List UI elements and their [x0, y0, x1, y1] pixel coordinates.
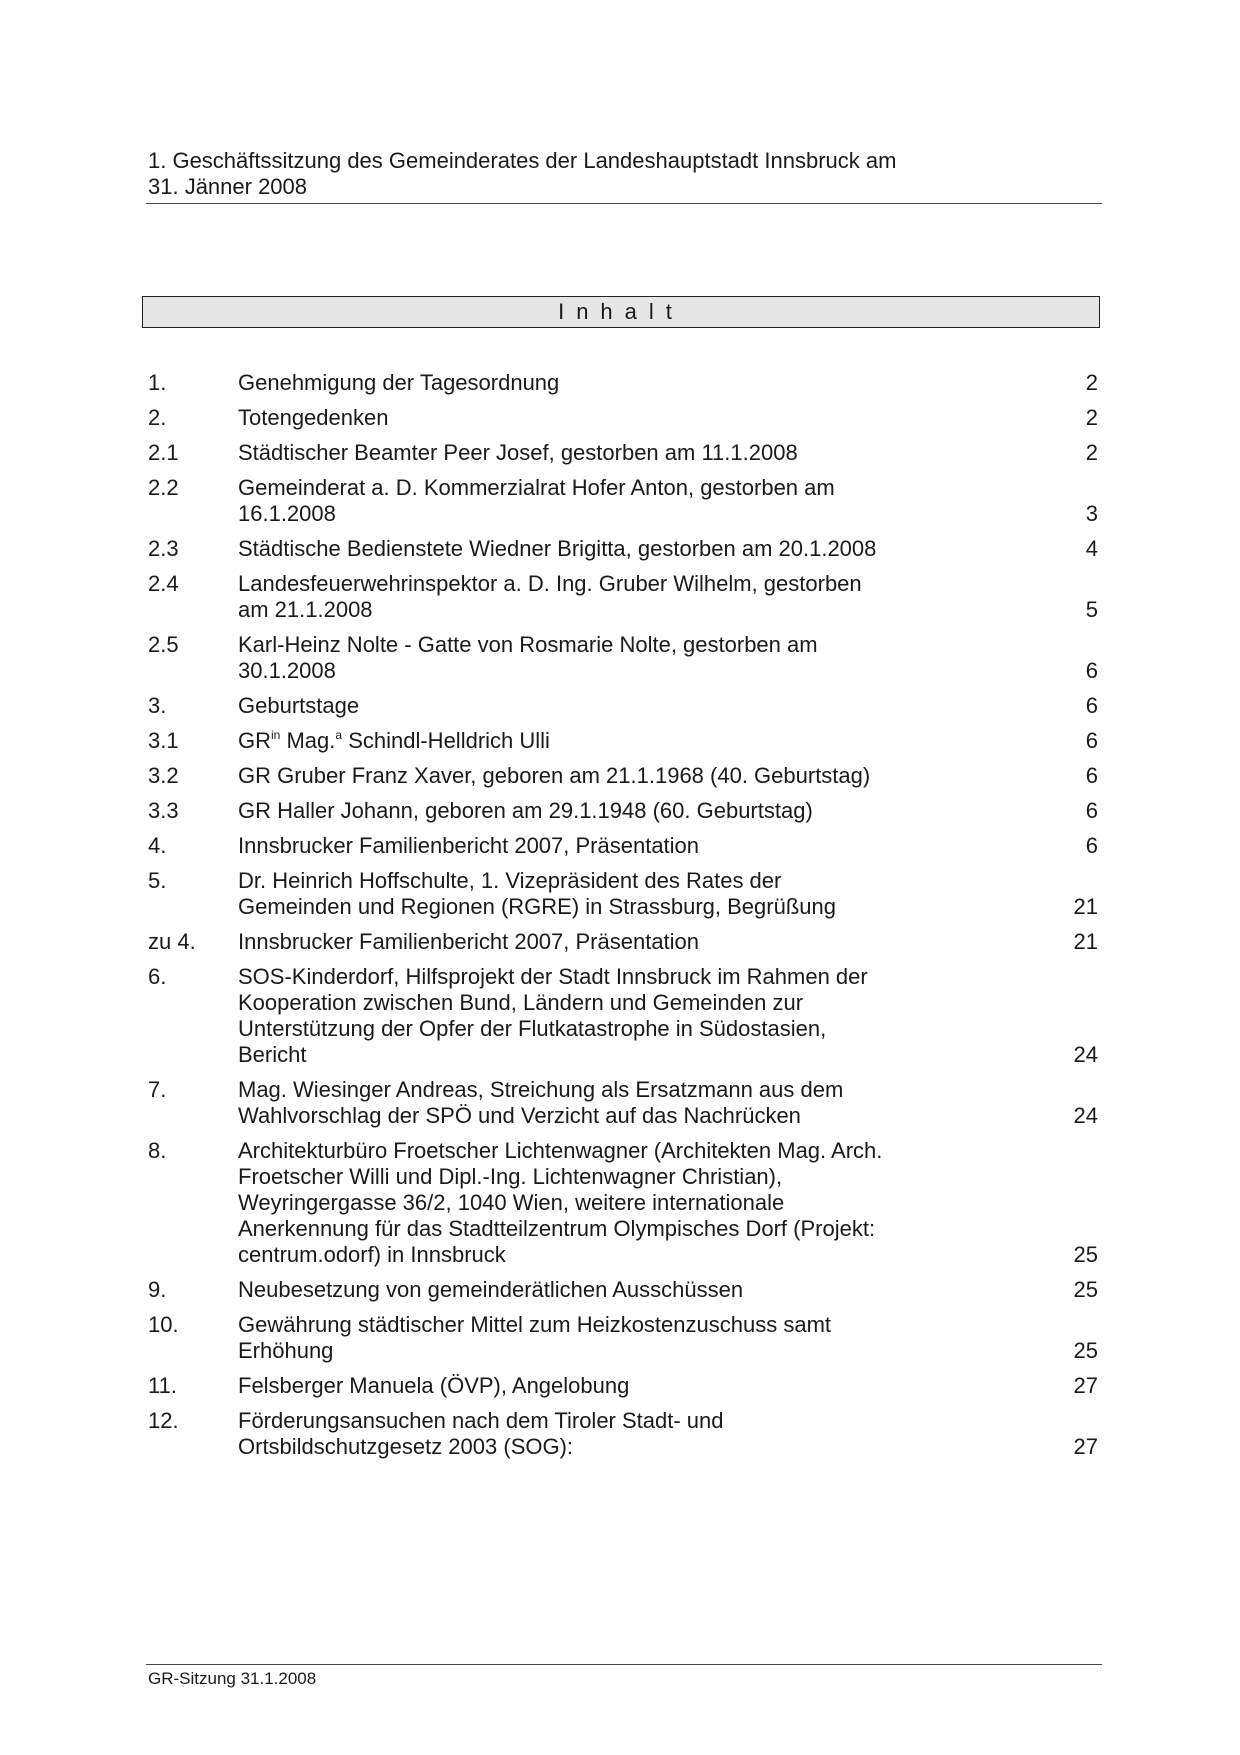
- title-gr-superscript: in: [271, 728, 281, 742]
- toc-entry-number: 3.3: [148, 798, 179, 823]
- toc-entry-number: zu 4.: [148, 929, 196, 954]
- toc-entry-page: 25: [1073, 1338, 1098, 1363]
- toc-entry-page: 6: [1085, 728, 1098, 753]
- title-mag: Mag.: [286, 728, 336, 753]
- toc-entry-number: 2.1: [148, 440, 179, 465]
- toc-entry-title-line: Froetscher Willi und Dipl.-Ing. Lichtenwagner Christian),: [238, 1164, 783, 1189]
- toc-entry[interactable]: [148, 370, 1098, 396]
- toc-entry-title-line: 30.1.2008: [238, 658, 336, 683]
- toc-entry-title-line: Mag. Wiesinger Andreas, Streichung als Ersatzmann aus dem: [238, 1077, 844, 1102]
- toc-entry-page: 5: [1085, 597, 1098, 622]
- toc-entry-page: 27: [1073, 1434, 1098, 1459]
- toc-entry-page: 6: [1085, 798, 1098, 823]
- toc-entry-title-line: Gemeinderat a. D. Kommerzialrat Hofer Anton, gestorben am: [238, 475, 835, 500]
- toc-entry-page: 2: [1085, 440, 1098, 465]
- toc-entry-title-line: Gemeinden und Regionen (RGRE) in Strassburg, Begrüßung: [238, 894, 836, 919]
- table-of-contents: [148, 370, 1098, 1469]
- toc-entry[interactable]: [148, 632, 1098, 684]
- toc-entry-title-line: Architekturbüro Froetscher Lichtenwagner (Architekten Mag. Arch.: [238, 1138, 883, 1163]
- toc-entry-title-line: Geburtstage: [238, 693, 360, 718]
- toc-entry-number: 6.: [148, 964, 167, 989]
- toc-entry-number: 2.4: [148, 571, 179, 596]
- toc-entry-title: [238, 1077, 958, 1129]
- toc-entry-page: 25: [1073, 1277, 1098, 1302]
- toc-entry-number: 3.1: [148, 728, 179, 753]
- toc-entry-title-line: Anerkennung für das Stadtteilzentrum Olympisches Dorf (Projekt:: [238, 1216, 876, 1241]
- header-divider: [146, 203, 1102, 204]
- toc-entry[interactable]: [148, 868, 1098, 920]
- toc-entry-title-line: Wahlvorschlag der SPÖ und Verzicht auf das Nachrücken: [238, 1103, 801, 1128]
- toc-entry-page: 21: [1073, 894, 1098, 919]
- toc-entry-title-line: Karl-Heinz Nolte - Gatte von Rosmarie Nolte, gestorben am: [238, 632, 818, 657]
- toc-entry-number: 2.5: [148, 632, 179, 657]
- toc-entry-page: 6: [1085, 763, 1098, 788]
- toc-entry-number: 9.: [148, 1277, 167, 1302]
- title-mag-superscript: a: [335, 728, 343, 742]
- toc-entry-title: [238, 1373, 958, 1399]
- toc-entry[interactable]: [148, 571, 1098, 623]
- toc-entry-number: 12.: [148, 1408, 179, 1433]
- toc-entry-page: 24: [1073, 1042, 1098, 1067]
- toc-entry-page: 6: [1085, 693, 1098, 718]
- toc-entry-number: 8.: [148, 1138, 167, 1163]
- toc-entry[interactable]: [148, 405, 1098, 431]
- toc-entry-title: [238, 964, 958, 1068]
- toc-entry-number: 7.: [148, 1077, 167, 1102]
- toc-entry-number: 3.: [148, 693, 167, 718]
- toc-entry-title-line: am 21.1.2008: [238, 597, 373, 622]
- toc-entry-title-line: Erhöhung: [238, 1338, 334, 1363]
- toc-entry-number: 10.: [148, 1312, 179, 1337]
- toc-entry-title-line: GR Haller Johann, geboren am 29.1.1948 (60. Geburtstag): [238, 798, 813, 823]
- contents-heading: Inhalt: [142, 296, 1100, 328]
- toc-entry-number: 4.: [148, 833, 167, 858]
- toc-entry[interactable]: [148, 798, 1098, 824]
- toc-entry-title-line: Gewährung städtischer Mittel zum Heizkostenzuschuss samt: [238, 1312, 832, 1337]
- document-header: [148, 148, 1104, 200]
- toc-entry-title-line: Ortsbildschutzgesetz 2003 (SOG):: [238, 1434, 574, 1459]
- toc-entry-title-line: Bericht: [238, 1042, 307, 1067]
- toc-entry-title-line: Weyringergasse 36/2, 1040 Wien, weitere internationale: [238, 1190, 785, 1215]
- toc-entry-number: 11.: [148, 1373, 177, 1398]
- toc-entry[interactable]: [148, 1373, 1098, 1399]
- toc-entry-title-line: Neubesetzung von gemeinderätlichen Ausschüssen: [238, 1277, 744, 1302]
- toc-entry-number: 3.2: [148, 763, 179, 788]
- toc-entry-title-line: Kooperation zwischen Bund, Ländern und Gemeinden zur: [238, 990, 804, 1015]
- toc-entry-page: 6: [1085, 833, 1098, 858]
- toc-entry-page: 25: [1073, 1242, 1098, 1267]
- toc-entry-title-line: GR Gruber Franz Xaver, geboren am 21.1.1968 (40. Geburtstag): [238, 763, 871, 788]
- page-footer: GR-Sitzung 31.1.2008: [148, 1669, 317, 1688]
- toc-entry-title-line: Felsberger Manuela (ÖVP), Angelobung: [238, 1373, 630, 1398]
- toc-entry[interactable]: [148, 1312, 1098, 1364]
- toc-entry-title: [238, 1138, 958, 1268]
- header-line-2: 31. Jänner 2008: [148, 174, 308, 199]
- toc-entry[interactable]: [148, 693, 1098, 719]
- toc-entry-title-line: Städtischer Beamter Peer Josef, gestorben am 11.1.2008: [238, 440, 798, 465]
- footer-divider: [146, 1664, 1102, 1665]
- toc-entry-title-line: Förderungsansuchen nach dem Tiroler Stadt- und: [238, 1408, 724, 1433]
- toc-entry-title: [238, 798, 958, 824]
- toc-entry-number: 2.: [148, 405, 167, 430]
- toc-entry-title: [238, 536, 958, 562]
- toc-entry-page: 24: [1073, 1103, 1098, 1128]
- toc-entry-title: [238, 475, 958, 527]
- toc-entry-page: 3: [1085, 501, 1098, 526]
- toc-entry-title-line: Unterstützung der Opfer der Flutkatastrophe in Südostasien,: [238, 1016, 827, 1041]
- toc-entry[interactable]: [148, 1408, 1098, 1460]
- toc-entry-title: [238, 833, 958, 859]
- toc-entry-number: 1.: [148, 370, 167, 395]
- toc-entry-number: 2.2: [148, 475, 179, 500]
- toc-entry[interactable]: [148, 929, 1098, 955]
- toc-entry-number: 2.3: [148, 536, 179, 561]
- toc-entry[interactable]: [148, 1077, 1098, 1129]
- toc-entry[interactable]: [148, 763, 1098, 789]
- toc-entry[interactable]: [148, 475, 1098, 527]
- header-line-1: 1. Geschäftssitzung des Gemeinderates der Landeshauptstadt Innsbruck am: [148, 148, 897, 173]
- toc-entry[interactable]: [148, 536, 1098, 562]
- toc-entry-title: [238, 632, 958, 684]
- toc-entry-title: [238, 440, 958, 466]
- title-gr: GR: [238, 728, 271, 753]
- toc-entry[interactable]: [148, 833, 1098, 859]
- toc-entry-title-line: Dr. Heinrich Hoffschulte, 1. Vizepräsident des Rates der: [238, 868, 782, 893]
- toc-entry-title-line: Innsbrucker Familienbericht 2007, Präsentation: [238, 929, 700, 954]
- toc-entry-title-line: 16.1.2008: [238, 501, 336, 526]
- toc-entry-title-line: Innsbrucker Familienbericht 2007, Präsentation: [238, 833, 700, 858]
- toc-entry-title: [238, 1408, 958, 1460]
- toc-entry-page: 2: [1085, 370, 1098, 395]
- toc-entry-page: 21: [1073, 929, 1098, 954]
- toc-entry-page: 6: [1085, 658, 1098, 683]
- toc-entry-title-line: Städtische Bedienstete Wiedner Brigitta, gestorben am 20.1.2008: [238, 536, 877, 561]
- toc-entry-title: [238, 693, 958, 719]
- toc-entry-title: [238, 868, 958, 920]
- toc-entry-title: [238, 929, 958, 955]
- toc-entry-page: 2: [1085, 405, 1098, 430]
- toc-entry[interactable]: [148, 1277, 1098, 1303]
- toc-entry-title: [238, 1277, 958, 1303]
- toc-entry-title: [238, 370, 958, 396]
- toc-entry-title: [238, 728, 958, 754]
- toc-entry[interactable]: [148, 964, 1098, 1068]
- toc-entry-number: 5.: [148, 868, 167, 893]
- toc-entry-title: [238, 405, 958, 431]
- toc-entry-page: 4: [1085, 536, 1098, 561]
- toc-entry-page: 27: [1073, 1373, 1098, 1398]
- toc-entry-title-line: centrum.odorf) in Innsbruck: [238, 1242, 506, 1267]
- toc-entry-title-line: Landesfeuerwehrinspektor a. D. Ing. Gruber Wilhelm, gestorben: [238, 571, 862, 596]
- toc-entry-title: [238, 763, 958, 789]
- toc-entry-title-line: SOS-Kinderdorf, Hilfsprojekt der Stadt Innsbruck im Rahmen der: [238, 964, 868, 989]
- toc-entry[interactable]: [148, 1138, 1098, 1268]
- toc-entry-title-line: Genehmigung der Tagesordnung: [238, 370, 560, 395]
- toc-entry-title: [238, 571, 958, 623]
- toc-entry-title-line: Totengedenken: [238, 405, 389, 430]
- toc-entry[interactable]: [148, 440, 1098, 466]
- toc-entry-title: [238, 1312, 958, 1364]
- title-name: Schindl-Helldrich Ulli: [348, 728, 550, 753]
- toc-entry[interactable]: [148, 728, 1098, 754]
